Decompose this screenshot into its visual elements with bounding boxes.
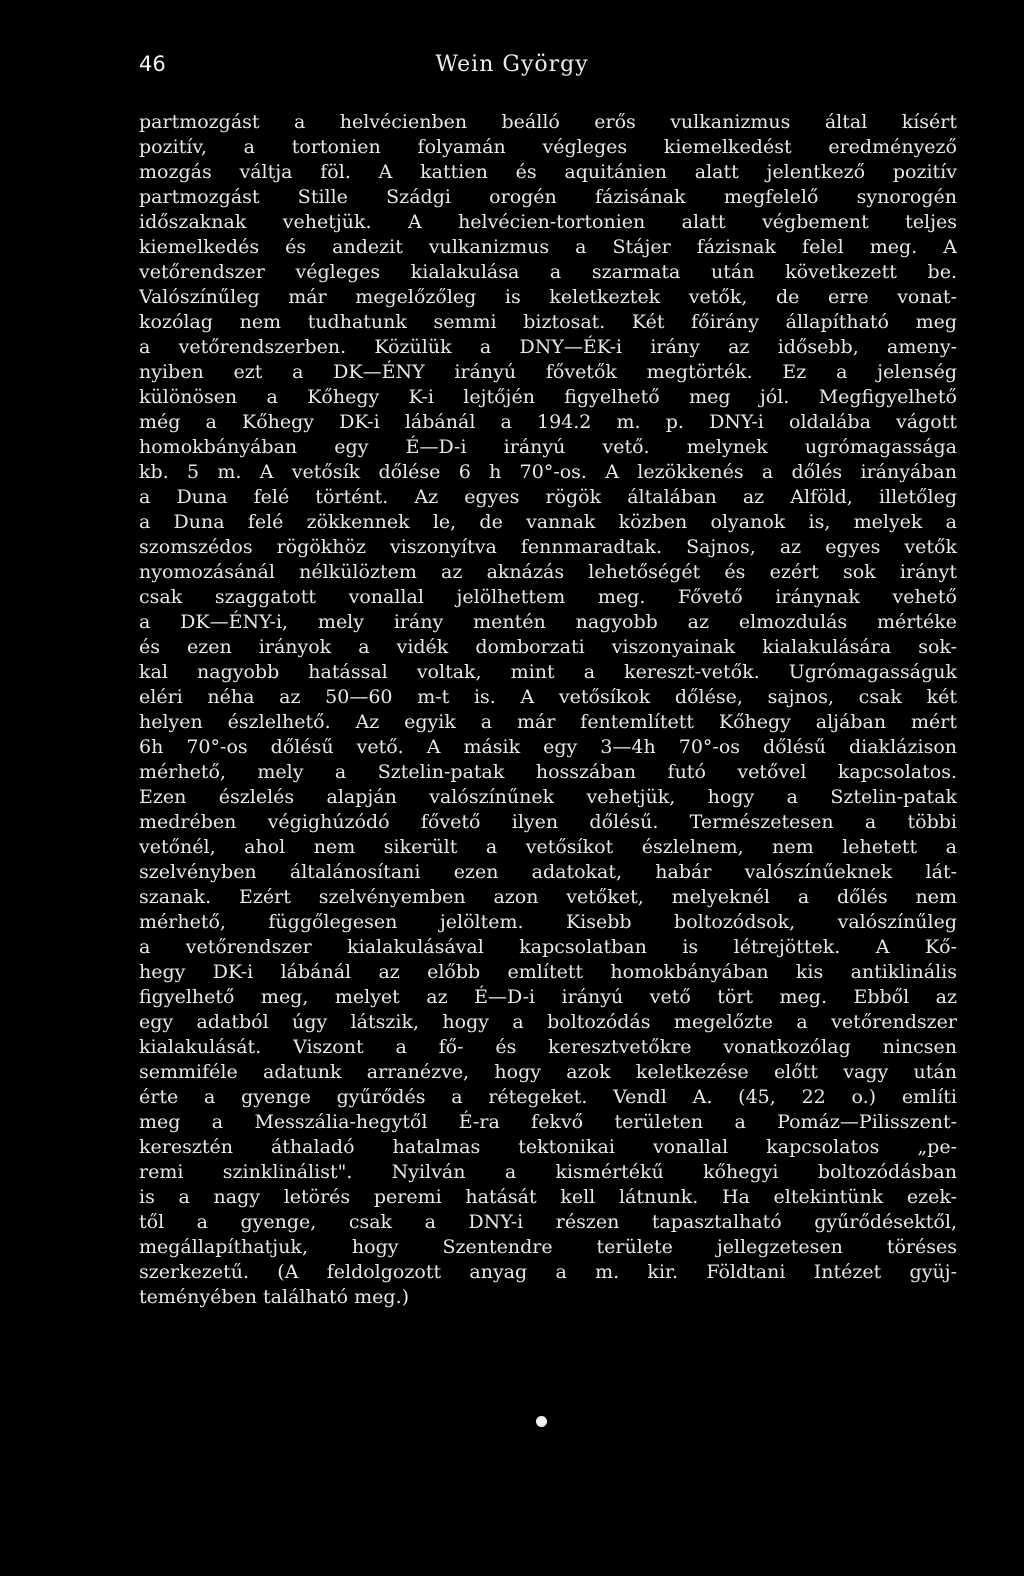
text-line: kal nagyobb hatással voltak, mint a kereszt-vetők. Ugrómagasságuk <box>139 661 957 683</box>
text-line: semmiféle adatunk arranézve, hogy azok keletkezése előtt vagy után <box>139 1061 957 1083</box>
text-line: szanak. Ezért szelvényemben azon vetőket, melyeknél a dőlés nem <box>139 886 957 908</box>
text-line: nyiben ezt a DK—ÉNY irányú fővetők megtörték. Ez a jelenség <box>139 361 957 383</box>
text-line: a DK—ÉNY-i, mely irány mentén nagyobb az elmozdulás mértéke <box>139 611 957 633</box>
text-line: partmozgást Stille Szádgi orogén fázisának megfelelő synorogén <box>139 186 957 208</box>
text-line: mérhető, mely a Sztelin-patak hosszában futó vetővel kapcsolatos. <box>139 761 957 783</box>
text-line: Ezen észlelés alapján valószínűnek vehetjük, hogy a Sztelin-patak <box>139 786 957 808</box>
text-line: időszaknak vehetjük. A helvécien-tortonien alatt végbement teljes <box>139 211 957 233</box>
text-line: vetőnél, ahol nem sikerült a vetősíkot észlelnem, nem lehetett a <box>139 836 957 858</box>
text-line: teményében található meg.) <box>139 1286 410 1308</box>
text-line: medrében végighúzódó fővető ilyen dőlésű. Természetesen a többi <box>139 811 957 833</box>
text-line: különösen a Kőhegy K-i lejtőjén figyelhető meg jól. Megfigyelhető <box>139 386 957 408</box>
text-line: Valószínűleg már megelőzőleg is keletkeztek vetők, de erre vonat- <box>139 286 957 308</box>
text-line: a Duna felé zökkennek le, de vannak közben olyanok is, melyek a <box>139 511 957 533</box>
text-line: kozólag nem tudhatunk semmi biztosat. Két főirány állapítható meg <box>139 311 957 333</box>
text-line: partmozgást a helvécienben beálló erős vulkanizmus által kísért <box>139 111 957 133</box>
text-line: mérhető, függőlegesen jelöltem. Kisebb boltozódsok, valószínűleg <box>139 911 957 933</box>
text-line: től a gyenge, csak a DNY-i részen tapasztalható gyűrődésektől, <box>139 1211 957 1233</box>
page-number: 46 <box>139 52 166 76</box>
end-bullet <box>536 1416 547 1427</box>
body-text <box>139 110 957 1310</box>
text-line: érte a gyenge gyűrődés a rétegeket. Vendl A. (45, 22 o.) említi <box>139 1086 957 1108</box>
text-line: vetőrendszer végleges kialakulása a szarmata után következett be. <box>139 261 957 283</box>
text-line: homokbányában egy É—D-i irányú vető. melynek ugrómagassága <box>139 436 957 458</box>
text-line: a Duna felé történt. Az egyes rögök általában az Alföld, illetőleg <box>139 486 957 508</box>
text-line: pozitív, a tortonien folyamán végleges kiemelkedést eredményező <box>139 136 957 158</box>
text-line: mozgás váltja föl. A kattien és aquitánien alatt jelentkező pozitív <box>139 161 957 183</box>
text-line: szomszédos rögökhöz viszonyítva fennmaradtak. Sajnos, az egyes vetők <box>139 536 957 558</box>
running-head-author: Wein György <box>435 52 589 77</box>
text-line: meg a Messzália-hegytől É-ra fekvő területen a Pomáz—Pilisszent- <box>139 1111 957 1133</box>
text-line: megállapíthatjuk, hogy Szentendre területe jellegzetesen töréses <box>139 1236 957 1258</box>
text-line: kialakulását. Viszont a fő- és keresztvetőkre vonatkozólag nincsen <box>139 1036 957 1058</box>
text-line: még a Kőhegy DK-i lábánál a 194.2 m. p. DNY-i oldalába vágott <box>139 411 957 433</box>
text-line: szerkezetű. (A feldolgozott anyag a m. kir. Földtani Intézet gyüj- <box>139 1261 957 1283</box>
text-line: is a nagy letörés peremi hatását kell látnunk. Ha eltekintünk ezek- <box>139 1186 957 1208</box>
text-line: szelvényben általánosítani ezen adatokat, habár valószínűeknek lát- <box>139 861 957 883</box>
text-line: és ezen irányok a vidék domborzati viszonyainak kialakulására sok- <box>139 636 957 658</box>
text-line: kiemelkedés és andezit vulkanizmus a Stájer fázisnak felel meg. A <box>139 236 957 258</box>
text-line: eléri néha az 50—60 m-t is. A vetősíkok dőlése, sajnos, csak két <box>139 686 957 708</box>
text-line: kb. 5 m. A vetősík dőlése 6 h 70°-os. A lezökkenés a dőlés irányában <box>139 461 957 483</box>
text-line: 6h 70°-os dőlésű vető. A másik egy 3—4h 70°-os dőlésű diaklázison <box>139 736 957 758</box>
text-line: a vetőrendszerben. Közülük a DNY—ÉK-i irány az idősebb, ameny- <box>139 336 957 358</box>
text-line: helyen észlelhető. Az egyik a már fentemlített Kőhegy aljában mért <box>139 711 957 733</box>
text-line: figyelhető meg, melyet az É—D-i irányú vető tört meg. Ebből az <box>139 986 957 1008</box>
text-line: csak szaggatott vonallal jelölhettem meg. Fővető iránynak vehető <box>139 586 957 608</box>
text-line: remi szinklinálist". Nyilván a kismértékű kőhegyi boltozódásban <box>139 1161 957 1183</box>
text-line: keresztén áthaladó hatalmas tektonikai vonallal kapcsolatos „pe- <box>139 1136 957 1158</box>
text-line: hegy DK-i lábánál az előbb említett homokbányában kis antiklinális <box>139 961 957 983</box>
text-line: egy adatból úgy látszik, hogy a boltozódás megelőzte a vetőrendszer <box>139 1011 957 1033</box>
text-line: a vetőrendszer kialakulásával kapcsolatban is létrejöttek. A Kő- <box>139 936 957 958</box>
text-line: nyomozásánál nélkülöztem az aknázás lehetőségét és ezért sok irányt <box>139 561 957 583</box>
